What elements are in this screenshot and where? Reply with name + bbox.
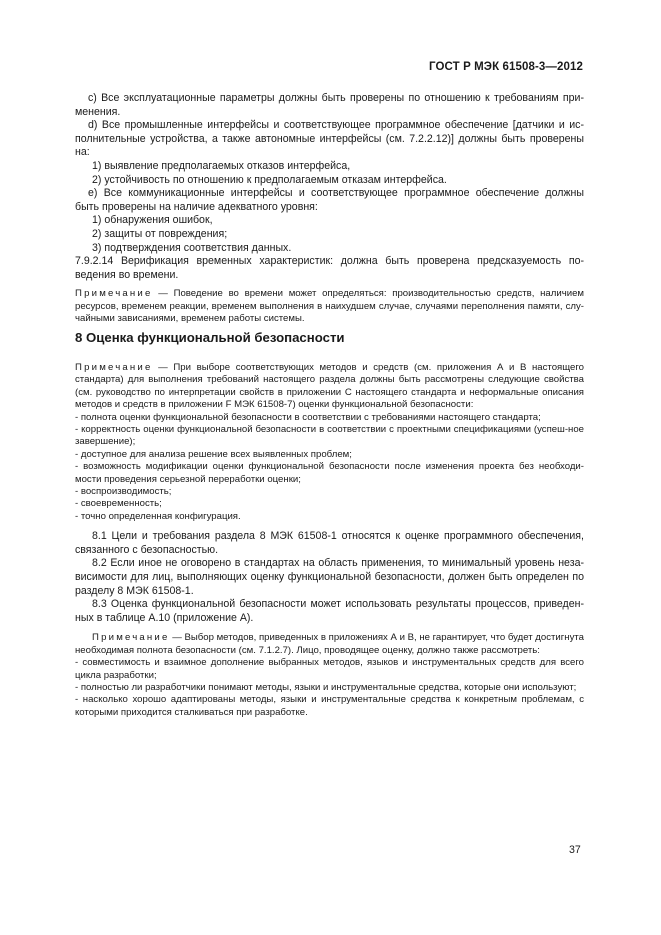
list-item: 1) выявление предполагаемых отказов интерфейса, bbox=[92, 159, 351, 172]
note-label: Примечание bbox=[75, 288, 153, 300]
note-list-item: - своевременность; bbox=[75, 498, 162, 510]
list-item: 1) обнаружения ошибок, bbox=[92, 214, 213, 227]
note-list-item: - возможность модификации оценки функциональной безопасности после изменения проекта без необходи-мости проведения серьезной переработки оценки; bbox=[75, 461, 584, 485]
note-3 bbox=[75, 632, 584, 657]
paragraph-d: d) Все промышленные интерфейсы и соответствующее программное обеспечение [датчики и ис-полнительные устройства, а также автономные интерфейсы (см. 7.2.2.12)] должны быть проверены на: bbox=[75, 119, 584, 159]
document-header: ГОСТ Р МЭК 61508-3—2012 bbox=[429, 61, 583, 73]
paragraph-8-3: 8.3 Оценка функциональной безопасности может использовать результаты процессов, приведен-ных в таблице А.10 (приложение А). bbox=[75, 598, 584, 624]
list-item: 2) устойчивость по отношению к предполагаемым отказам интерфейса. bbox=[92, 173, 447, 186]
page-number: 37 bbox=[569, 844, 581, 856]
list-item: 3) подтверждения соответствия данных. bbox=[92, 241, 292, 254]
note-label: Примечание bbox=[92, 632, 170, 644]
note-text: — При выборе соответствующих методов и средств (см. приложения А и В настоящего стандарта) для выполнения требований настоящего раздела должны быть рассмотрены следующие свойства (см. руководство по интерпретации свойств в приложении С настоящего стандарта и неформальные описания методов и средств в приложении F МЭК 61508-7) оценки функциональной безопасности: bbox=[75, 362, 584, 411]
paragraph-7-9-2-14: 7.9.2.14 Верификация временных характеристик: должна быть проверена предсказуемость по-ведения во времени. bbox=[75, 255, 584, 281]
note-list-item: - полнота оценки функциональной безопасности в соответствии с требованиями настоящего стандарта; bbox=[75, 411, 541, 423]
paragraph-8-2: 8.2 Если иное не оговорено в стандартах на область применения, то минимальный уровень неза-висимости для лиц, выполняющих оценку функциональной безопасности, должен быть определен по разделу 8 МЭК 61508-1. bbox=[75, 557, 584, 597]
top-content bbox=[75, 92, 584, 326]
note-text: — Поведение во времени может определяться: производительностью средств, наличием ресурсов, временем реакции, временем выполнения в наихудшем случае, случаями переполнения памяти, слу-чайными зависаниями, временем работы системы. bbox=[75, 288, 584, 325]
note-list-item: - полностью ли разработчики понимают методы, языки и инструментальные средства, которые они используют; bbox=[75, 682, 577, 694]
note-list-item: - точно определенная конфигурация. bbox=[75, 510, 241, 522]
paragraph-8-1: 8.1 Цели и требования раздела 8 МЭК 61508-1 относятся к оценке программного обеспечения, связанного с безопасностью. bbox=[75, 530, 584, 556]
section-8-content bbox=[75, 362, 584, 719]
note-1 bbox=[75, 288, 584, 325]
note-list-item: - воспроизводимость; bbox=[75, 486, 172, 498]
paragraph-e: e) Все коммуникационные интерфейсы и соответствующее программное обеспечение должны быть проверены на наличие адекватного уровня: bbox=[75, 187, 584, 213]
list-item: 2) защиты от повреждения; bbox=[92, 227, 228, 240]
note-label: Примечание bbox=[75, 362, 153, 373]
note-list-item: - доступное для анализа решение всех выявленных проблем; bbox=[75, 448, 352, 460]
paragraph-c: c) Все эксплуатационные параметры должны быть проверены по отношению к требованиям при-менения. bbox=[75, 92, 584, 118]
note-text: — Выбор методов, приведенных в приложениях А и В, не гарантирует, что будет достигнута необходимая полнота безопасности (см. 7.1.2.7). Лицо, проводящее оценку, должно также рассмотреть: bbox=[75, 632, 584, 656]
section-heading: 8 Оценка функциональной безопасности bbox=[75, 330, 345, 345]
note-list-item: - корректность оценки функциональной безопасности в соответствии с проектными спецификациями (успеш-ное завершение); bbox=[75, 424, 584, 448]
note-list-item: - совместимость и взаимное дополнение выбранных методов, языков и инструментальных средств для всего цикла разработки; bbox=[75, 657, 584, 681]
note-2 bbox=[75, 362, 584, 412]
note-list-item: - насколько хорошо адаптированы методы, языки и инструментальные средства к конкретным проблемам, с которыми приходится сталкиваться при разработке. bbox=[75, 694, 584, 718]
